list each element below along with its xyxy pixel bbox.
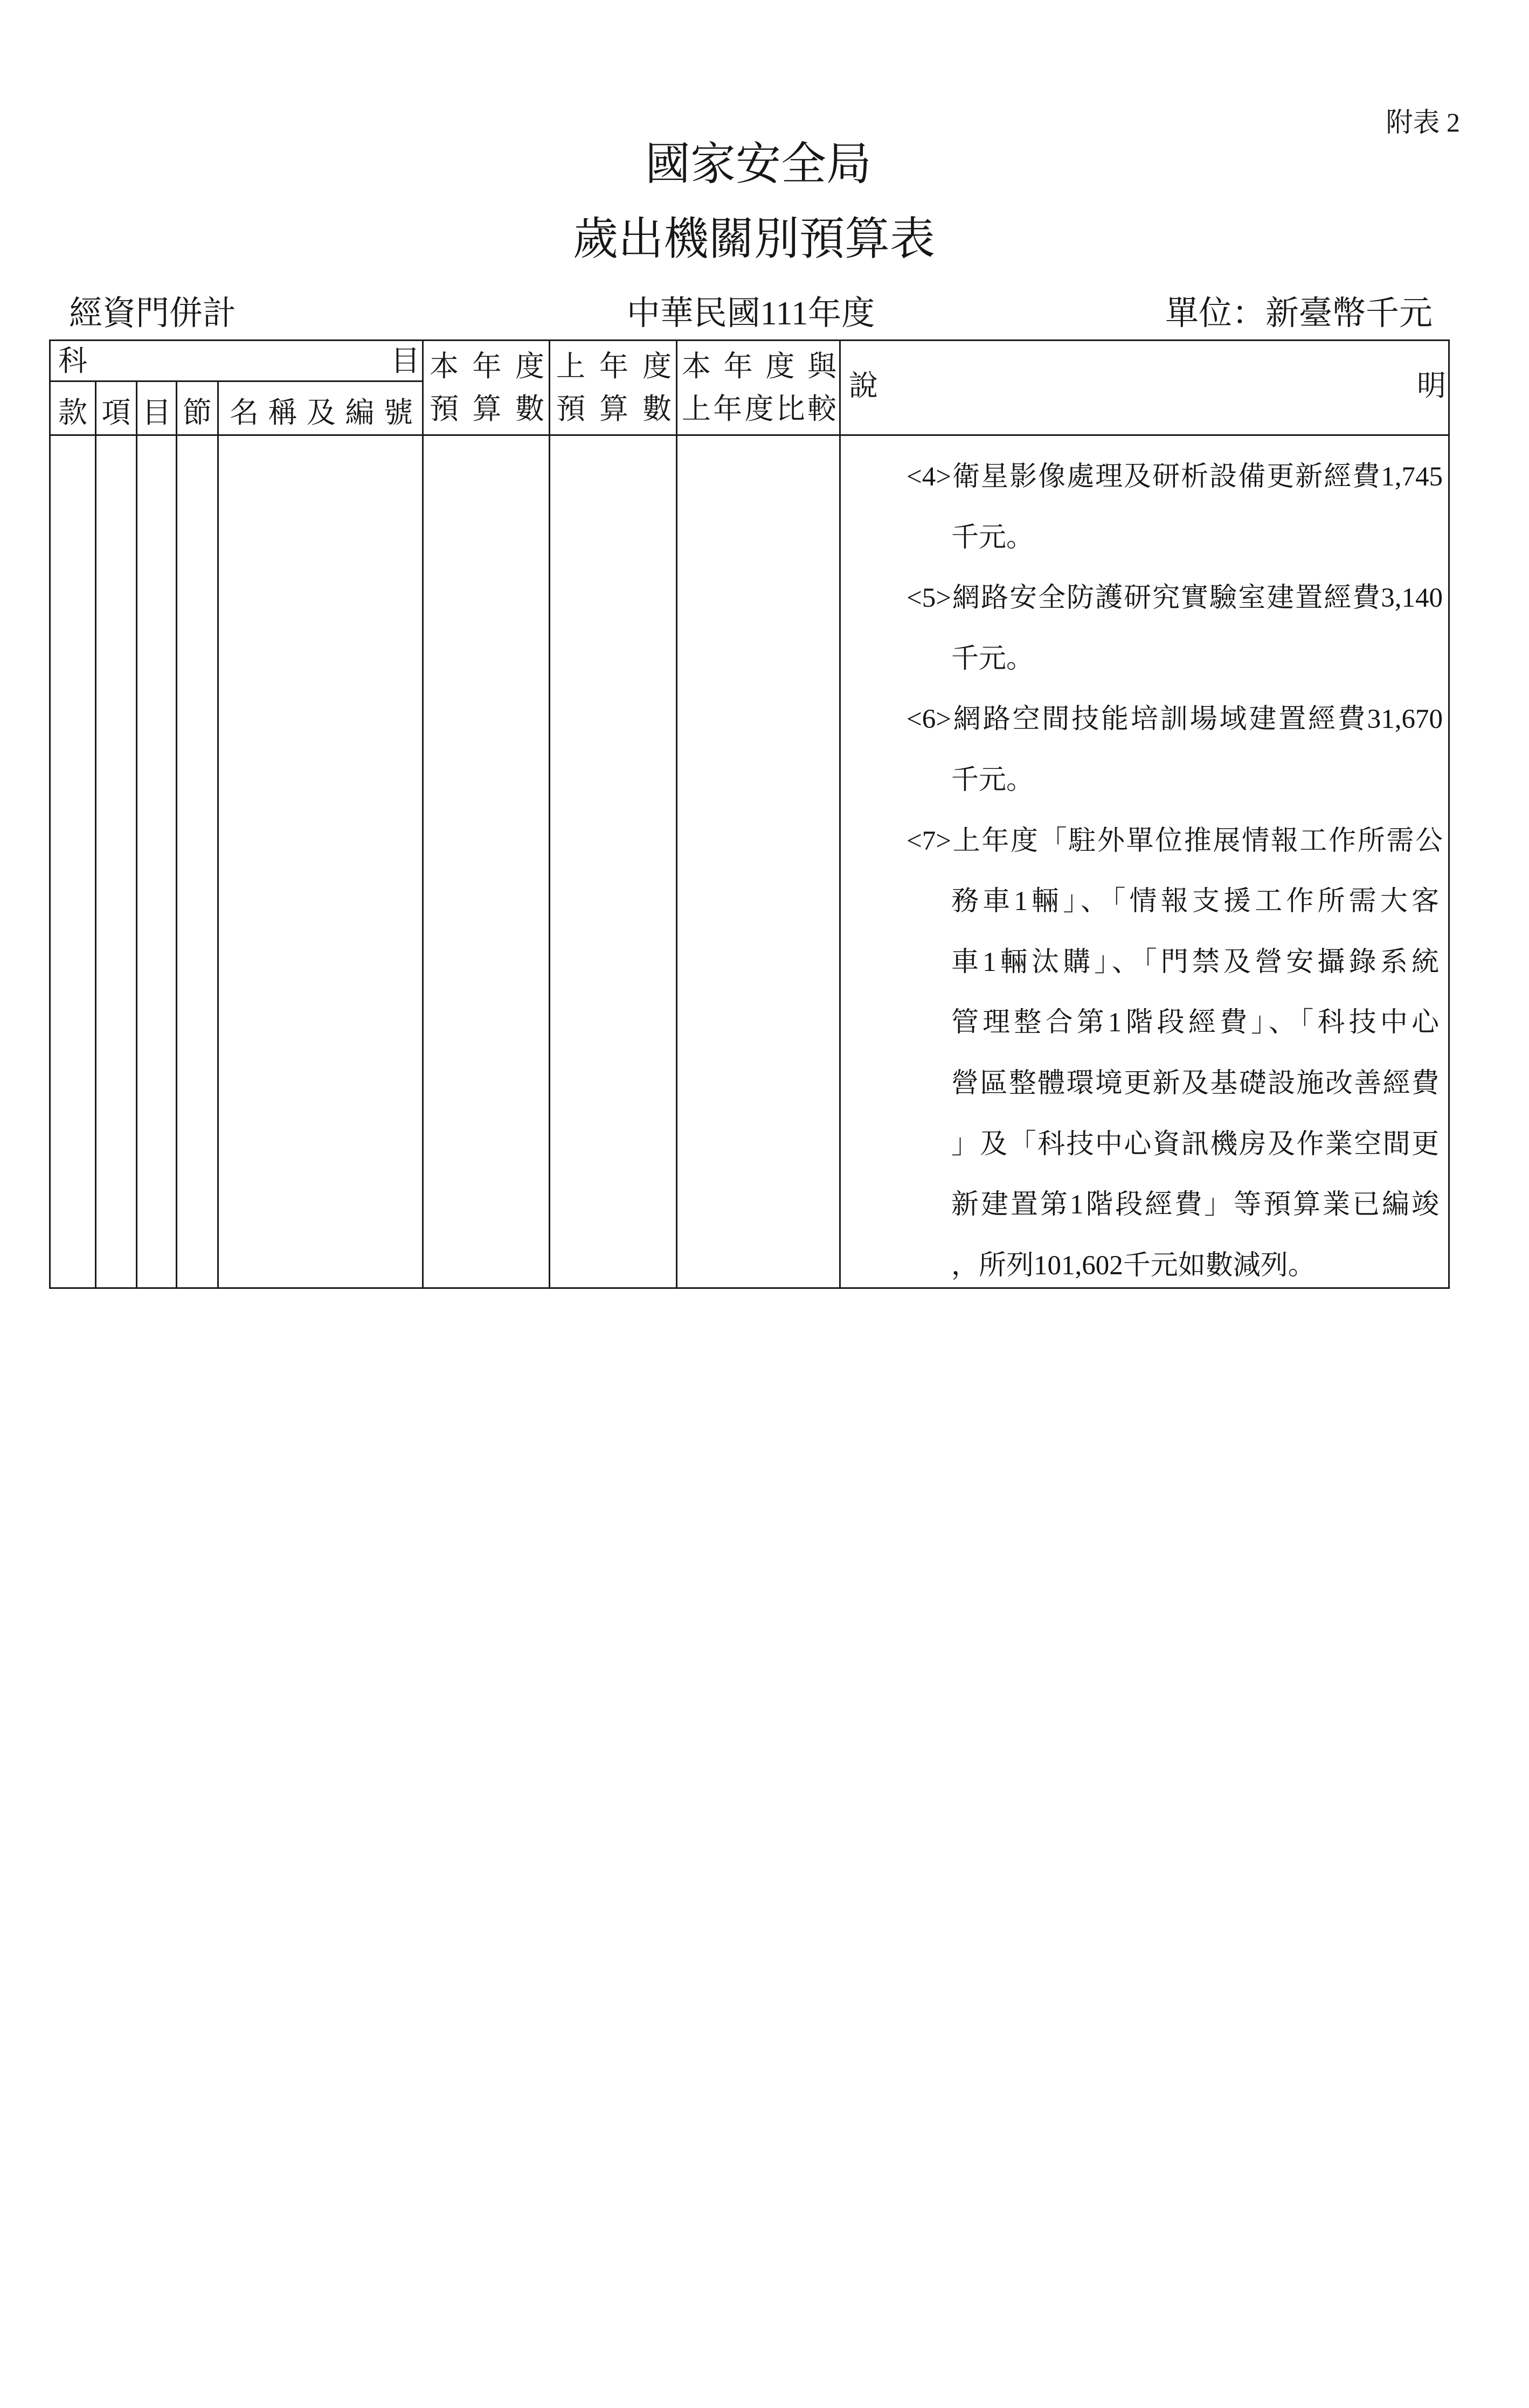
- item-header: [96, 382, 137, 436]
- comparison-header-line1: 本年度與: [682, 350, 836, 383]
- subsection-header: [177, 382, 219, 436]
- item-cell: [96, 436, 137, 1289]
- description-line: <7>上年度「駐外單位推展情報工作所需公: [907, 825, 1443, 856]
- fiscal-year: 中華民國111年度: [626, 295, 875, 332]
- section-header-label: 款: [58, 396, 87, 429]
- entry-cell: [137, 436, 177, 1289]
- description-line: 千元。: [951, 643, 1034, 674]
- description-header-right: 明: [1417, 369, 1446, 402]
- name-code-cell: [219, 436, 424, 1289]
- description-item: [841, 447, 1448, 568]
- description-line: ，所列101,602千元如數減列。: [951, 1250, 1316, 1281]
- subject-header-right: 目: [391, 344, 420, 377]
- description-header: [841, 339, 1450, 436]
- description-line: 車1輛汰購」、「門禁及營安攝錄系統: [951, 947, 1439, 977]
- current-year-budget-header: [424, 339, 550, 436]
- description-line: 務車1輛」、「情報支援工作所需大客: [951, 886, 1439, 917]
- description-line: 新建置第1階段經費」等預算業已編竣: [951, 1190, 1439, 1220]
- description-cell: [841, 436, 1450, 1289]
- description-line: 管理整合第1階段經費」、「科技中心: [951, 1008, 1439, 1038]
- description-item: [841, 568, 1448, 689]
- name-code-header-label: 名稱及編號: [230, 396, 413, 429]
- description-item: [841, 689, 1448, 810]
- previous-year-budget-cell: [550, 436, 677, 1289]
- subject-header-left: 科: [58, 344, 87, 377]
- item-header-label: 項: [101, 396, 131, 429]
- currency-unit: 單位：新臺幣千元: [1165, 295, 1433, 332]
- current-year-budget-header-line2: 預算數: [430, 393, 544, 425]
- agency-title: 國家安全局: [645, 140, 872, 190]
- entry-header: [137, 382, 177, 436]
- name-code-header: [219, 382, 424, 436]
- description-line: 千元。: [951, 765, 1034, 795]
- document-title: 歲出機關別預算表: [572, 214, 936, 265]
- description-line: 」及「科技中心資訊機房及作業空間更: [951, 1129, 1439, 1160]
- subject-header: [49, 339, 424, 382]
- description-header-left: 說: [849, 369, 878, 402]
- description-line: <5>網路安全防護研究實驗室建置經費3,140: [907, 583, 1443, 614]
- description-item: [841, 811, 1448, 1296]
- description-line: 千元。: [951, 522, 1034, 553]
- subsection-cell: [177, 436, 219, 1289]
- entry-header-label: 目: [142, 396, 171, 429]
- section-header: [49, 382, 96, 436]
- comparison-header-line2: 上年度比較: [682, 393, 836, 425]
- description-line: 營區整體環境更新及基礎設施改善經費: [951, 1068, 1439, 1099]
- comparison-cell: [677, 436, 841, 1289]
- description-text: [841, 447, 1448, 1296]
- previous-year-budget-header-line1: 上年度: [556, 350, 672, 383]
- previous-year-budget-header-line2: 預算數: [556, 393, 672, 425]
- subsection-header-label: 節: [183, 396, 212, 429]
- previous-year-budget-header: [550, 339, 677, 436]
- budget-table: [49, 339, 1450, 1289]
- appendix-label: 附表 2: [1386, 107, 1460, 137]
- comparison-header: [677, 339, 841, 436]
- current-year-budget-cell: [424, 436, 550, 1289]
- description-line: <4>衛星影像處理及研析設備更新經費1,745: [907, 462, 1443, 492]
- current-year-budget-header-line1: 本年度: [430, 350, 544, 383]
- section-cell: [49, 436, 96, 1289]
- description-line: <6>網路空間技能培訓場域建置經費31,670: [907, 704, 1443, 735]
- budget-scope: 經資門併計: [69, 295, 237, 332]
